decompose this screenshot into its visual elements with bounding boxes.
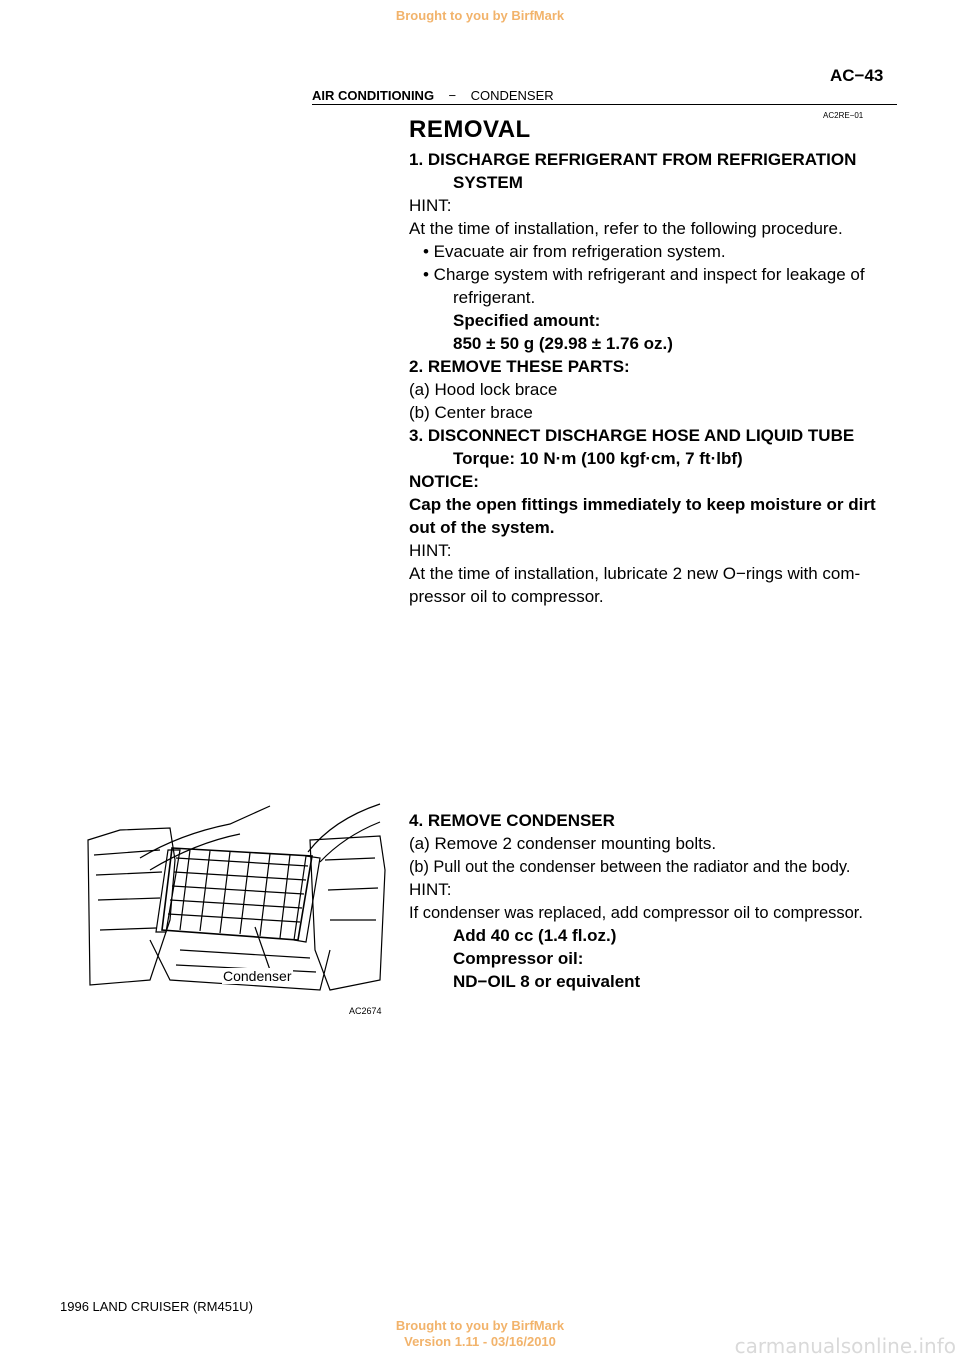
step-2-heading: 2. REMOVE THESE PARTS: [409, 357, 630, 376]
site-watermark[interactable]: carmanualsonline.info [734, 1334, 956, 1358]
spec-label: Specified amount: [453, 311, 601, 330]
figure-code: AC2674 [349, 1006, 382, 1016]
bullet-item: • Charge system with refrigerant and inspect for leakage of [423, 265, 865, 284]
oil-type-value: ND−OIL 8 or equivalent [453, 972, 641, 991]
substep-a: (a) Remove 2 condenser mounting bolts. [409, 834, 717, 853]
step-4-heading: 4. REMOVE CONDENSER [409, 811, 615, 830]
hint-text: At the time of installation, lubricate 2 new O−rings with com- [409, 564, 861, 583]
hint-label: HINT: [409, 196, 452, 215]
subsection-title: CONDENSER [470, 88, 554, 103]
hint-text: If condenser was replaced, add compressor oil to compressor. [409, 904, 863, 922]
step-1-heading: 1. DISCHARGE REFRIGERANT FROM REFRIGERATION [409, 150, 857, 169]
page-number: AC−43 [830, 66, 884, 85]
substep-b: (b) Pull out the condenser between the radiator and the body. [409, 858, 851, 876]
oil-amount: Add 40 cc (1.4 fl.oz.) [453, 926, 617, 945]
header-rule [312, 104, 897, 105]
bottom-watermark-line2: Version 1.11 - 03/16/2010 [404, 1334, 556, 1349]
page-title: REMOVAL [409, 116, 531, 143]
doc-id: AC2RE−01 [823, 111, 864, 120]
section-header [312, 88, 554, 103]
oil-type-label: Compressor oil: [453, 949, 584, 968]
condenser-label: Condenser [223, 968, 292, 984]
hint-text: At the time of installation, refer to the following procedure. [409, 219, 843, 238]
bullet-item-cont: refrigerant. [453, 288, 536, 307]
header-separator: − [448, 88, 457, 103]
bullet-item: • Evacuate air from refrigeration system. [423, 242, 726, 261]
step-3-heading: 3. DISCONNECT DISCHARGE HOSE AND LIQUID TUBE [409, 426, 855, 445]
notice-label: NOTICE: [409, 472, 479, 491]
footer-model: 1996 LAND CRUISER (RM451U) [60, 1299, 253, 1314]
notice-text-cont: out of the system. [409, 518, 555, 537]
substep-a: (a) Hood lock brace [409, 380, 558, 399]
step-1-heading-cont: SYSTEM [453, 173, 523, 192]
section-title: AIR CONDITIONING [312, 88, 435, 103]
bottom-watermark-line1: Brought to you by BirfMark [395, 1318, 565, 1333]
notice-text: Cap the open fittings immediately to keep moisture or dirt [409, 495, 876, 514]
spec-value: 850 ± 50 g (29.98 ± 1.76 oz.) [453, 334, 673, 353]
hint-label: HINT: [409, 880, 452, 899]
torque-spec: Torque: 10 N·m (100 kgf·cm, 7 ft·lbf) [453, 449, 743, 468]
top-watermark: Brought to you by BirfMark [395, 8, 565, 23]
hint-text-cont: pressor oil to compressor. [409, 587, 604, 606]
substep-b: (b) Center brace [409, 403, 533, 422]
hint-label: HINT: [409, 541, 452, 560]
